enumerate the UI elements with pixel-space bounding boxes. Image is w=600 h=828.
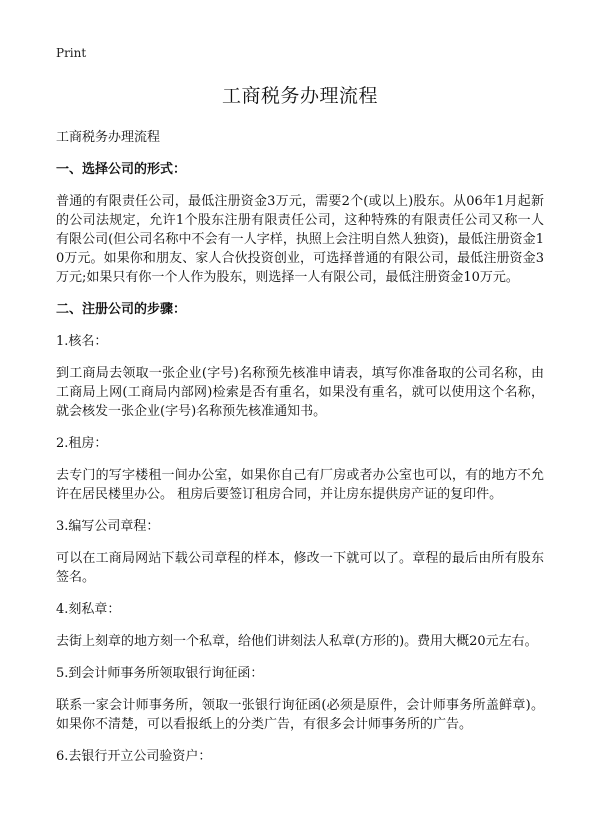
step-paragraph-name-check: 到工商局去领取一张企业(字号)名称预先核准申请表，填写你准备取的公司名称，由工商局上网(工商局内部网)检索是否有重名，如果没有重名，就可以使用这个名称，就会核发一张企业(字号)名称预先核准通知书。 [56,366,544,419]
section-heading-company-form: 一、选择公司的形式： [56,162,187,177]
step-paragraph-bank-inquiry-letter: 联系一家会计师事务所，领取一张银行询征函(必须是原件，会计师事务所盖鲜章)。如果你不清楚，可以看报纸上的分类广告，有很多会计师事务所的广告。 [56,698,544,732]
step-title-name-check: 1.核名： [56,334,108,349]
step-title-private-seal: 4.刻私章： [56,602,121,617]
section-paragraph-company-form: 普通的有限责任公司，最低注册资金3万元，需要2个(或以上)股东。从06年1月起新的公司法规定，允许1个股东注册有限责任公司，这种特殊的有限责任公司又称一人有限公司(但公司名称中不会有一人字样，执照上会注明自然人独资)，最低注册资金10万元。如果你和朋友、家人合伙投资创业，可选择普通的有限公司，最低注册资金3万元;如果只有你一个人作为股东，则选择一人有限公司，最低注册资金10万元。 [56,194,544,285]
step-title-bank-account: 6.去银行开立公司验资户： [56,749,212,764]
step-paragraph-private-seal: 去街上刻章的地方刻一个私章，给他们讲刻法人私章(方形的)。费用大概20元左右。 [56,634,538,649]
step-title-bank-inquiry-letter: 5.到会计师事务所领取银行询征函： [56,666,264,681]
print-link[interactable]: Print [56,46,87,60]
step-paragraph-rent-office: 去专门的写字楼租一间办公室，如果你自己有厂房或者办公室也可以，有的地方不允许在居民楼里办公。 租房后要签订租房合同，并让房东提供房产证的复印件。 [56,468,544,502]
step-paragraph-articles: 可以在工商局网站下载公司章程的样本，修改一下就可以了。章程的最后由所有股东签名。 [56,551,544,585]
document-title: 工商税务办理流程 [221,85,378,107]
step-title-articles: 3.编写公司章程： [56,519,160,534]
document-subtitle: 工商税务办理流程 [56,130,161,145]
section-heading-registration-steps: 二、注册公司的步骤： [56,302,187,317]
step-title-rent-office: 2.租房： [56,436,108,451]
